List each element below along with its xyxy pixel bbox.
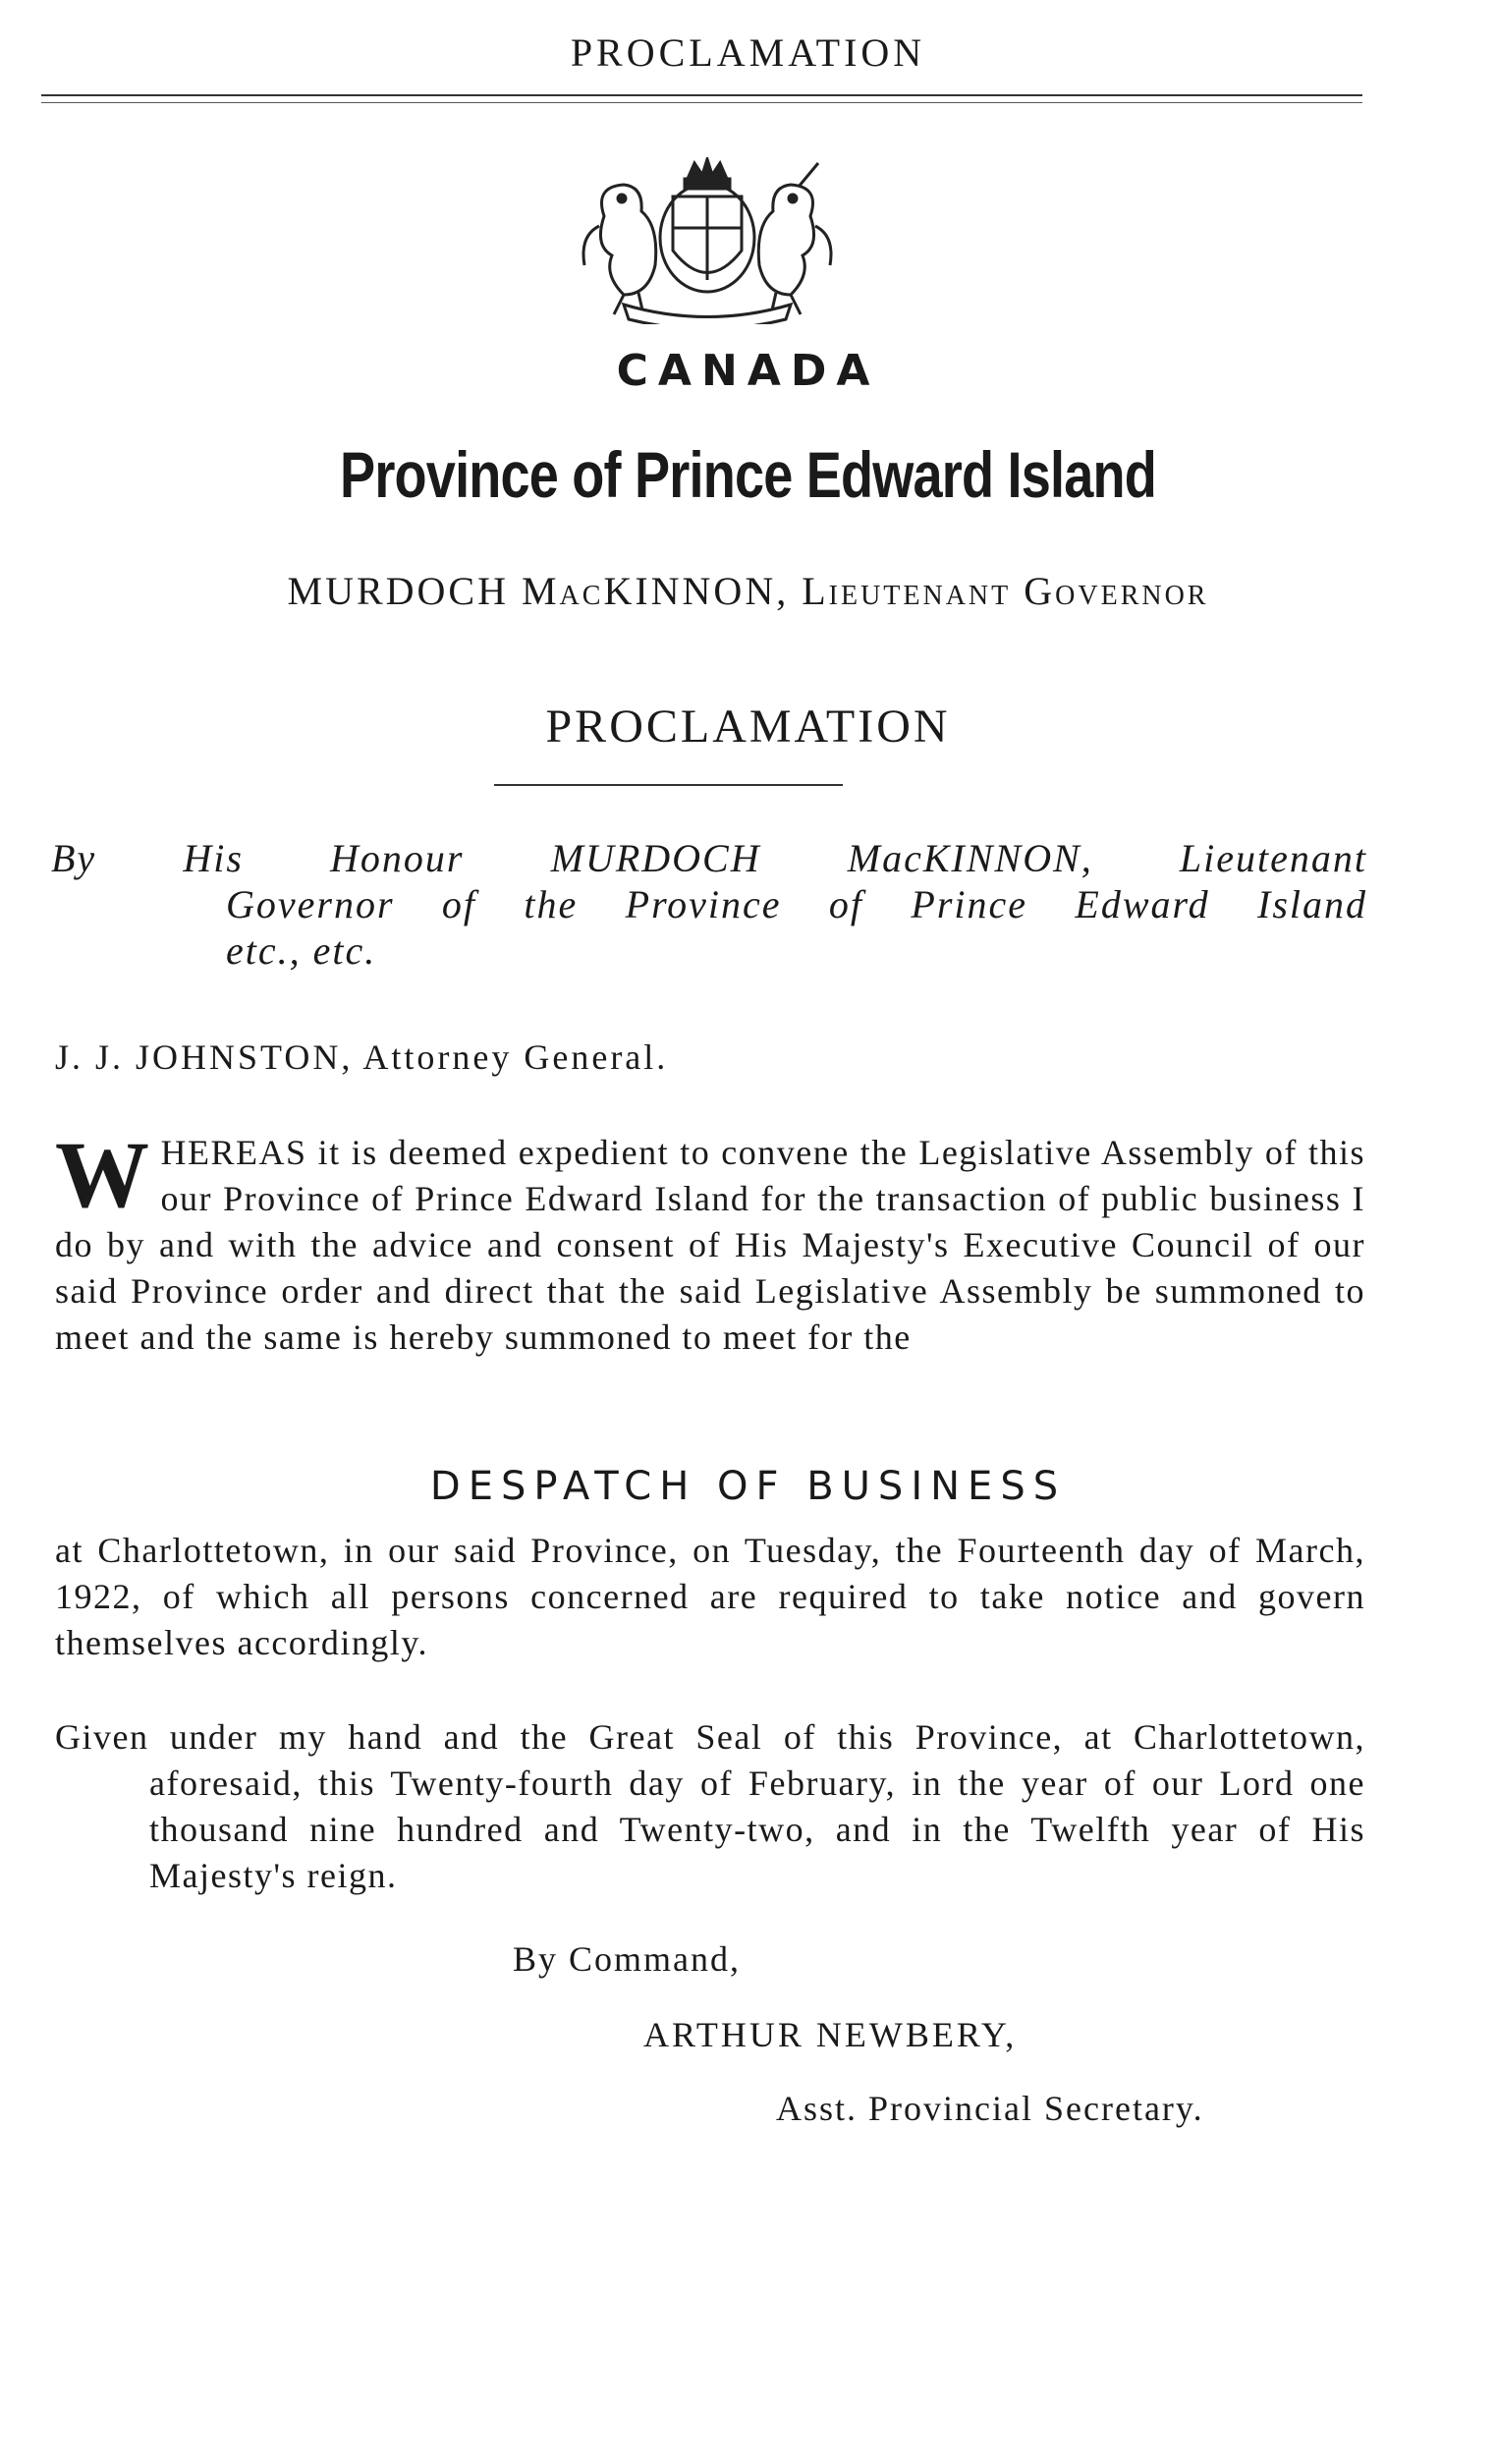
whereas-text: HEREAS it is deemed expedient to convene the Legislative Assembly of this our Province of Prince Edward Island for the transaction of public business I do by and with the advice and consent of His Majesty's Executive Council of our said Province order and direct that the said Legislative Assembly be summoned to meet and the same is hereby summoned to meet for the	[55, 1133, 1365, 1357]
by-command-line: By Command,	[513, 1939, 742, 1979]
governor-line: MURDOCH MacKINNON, Lieutenant Governor	[287, 569, 1209, 613]
proclamation-title: PROCLAMATION	[545, 700, 951, 753]
title-rule	[494, 784, 843, 786]
header-rule	[41, 94, 1362, 96]
country-heading: CANADA	[616, 346, 880, 396]
signer-title: Asst. Provincial Secretary.	[776, 2089, 1204, 2128]
running-head: PROCLAMATION	[570, 30, 926, 75]
attorney-general-line: J. J. JOHNSTON, Attorney General.	[55, 1037, 669, 1077]
given-paragraph: Given under my hand and the Great Seal of this Province, at Charlottetown, aforesaid, this Twenty-fourth day of February, in the year of our Lord one thousand nine hundred and Twenty-two, and in the Twelfth year of His Majesty's reign.	[55, 1717, 1365, 1895]
drop-cap: W	[55, 1122, 151, 1227]
signer-name: ARTHUR NEWBERY,	[643, 2015, 1018, 2054]
despatch-heading: DESPATCH OF BUSINESS	[429, 1464, 1067, 1509]
royal-coat-of-arms-icon	[565, 157, 850, 324]
authority-line-3: etc., etc.	[226, 928, 377, 973]
province-heading: Province of Prince Edward Island	[340, 438, 1156, 511]
whereas-paragraph	[55, 1122, 1365, 1361]
authority-line-1: By His Honour MURDOCH MacKINNON, Lieutenant	[51, 836, 1367, 880]
meeting-paragraph: at Charlottetown, in our said Province, on Tuesday, the Fourteenth day of March, 1922, of which all persons concerned are required to take notice and govern themselves accordingly.	[55, 1531, 1365, 1662]
authority-block	[51, 835, 1367, 974]
header-rule-secondary	[41, 102, 1362, 103]
authority-line-2: Governor of the Province of Prince Edward Island	[226, 882, 1367, 926]
